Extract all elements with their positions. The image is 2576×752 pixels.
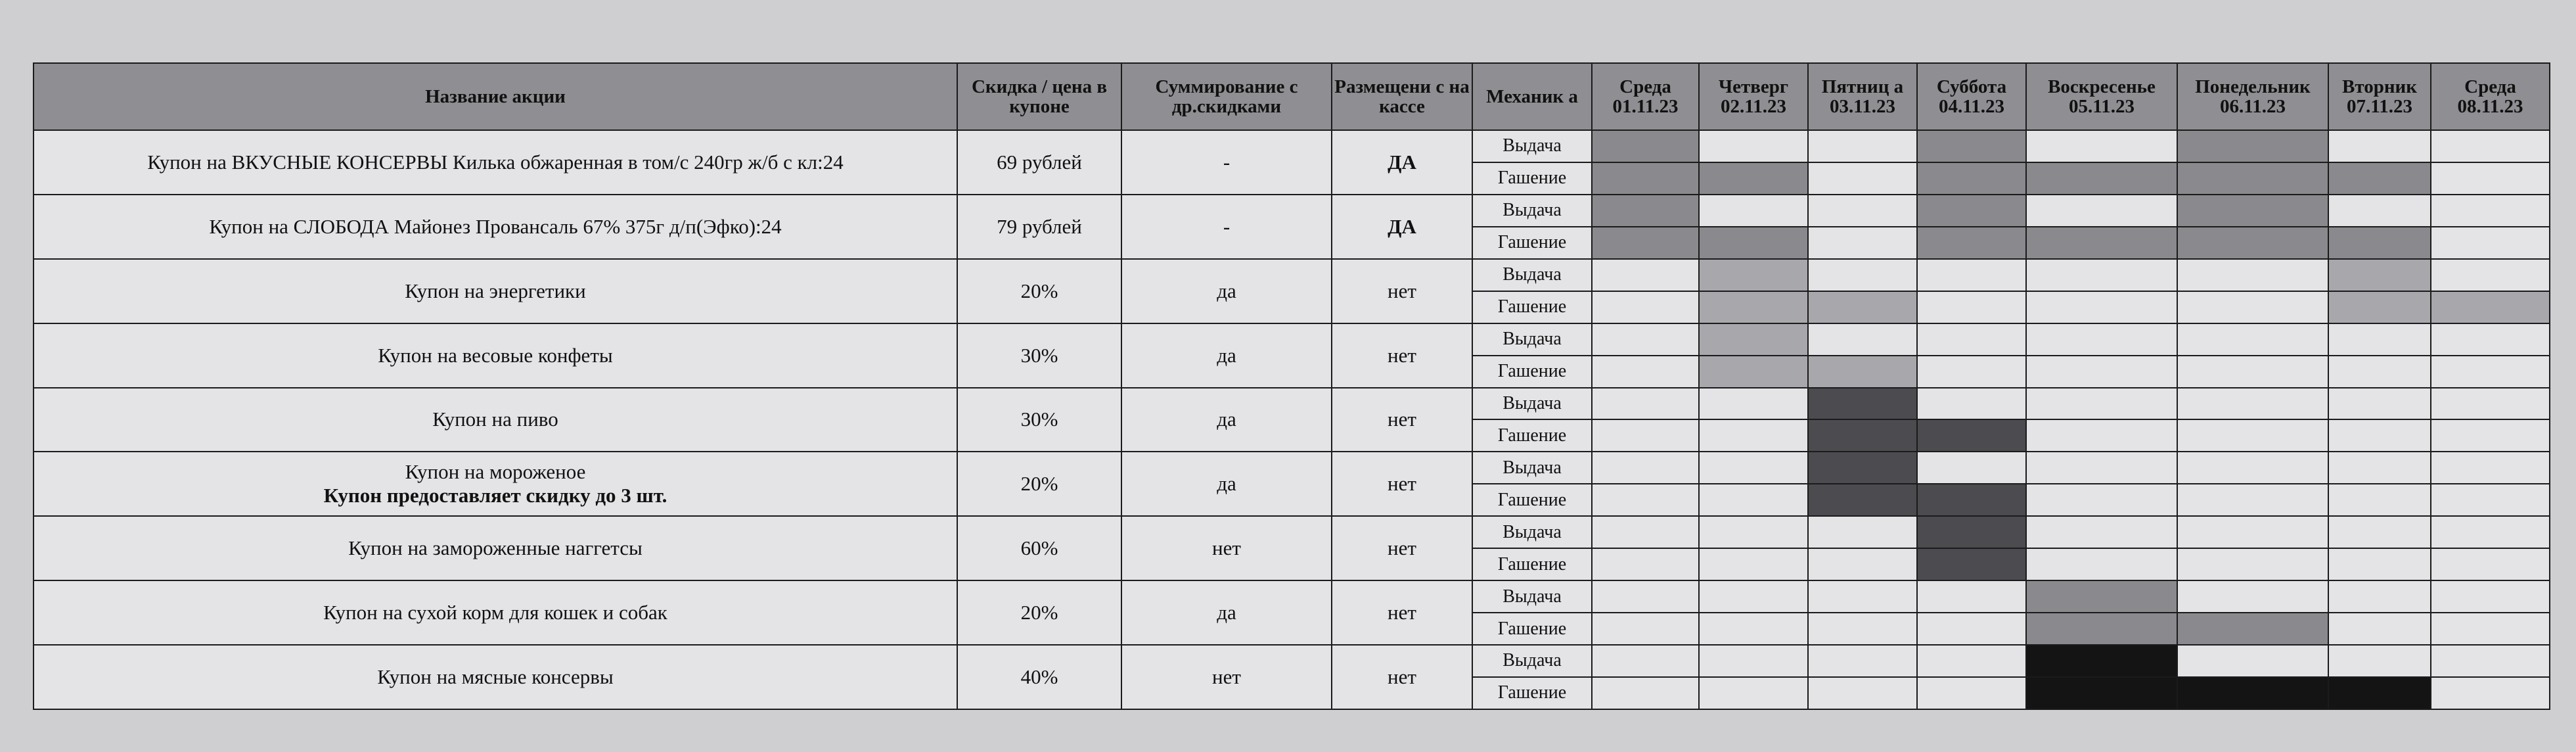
schedule-cell	[2431, 419, 2550, 452]
schedule-cell-active	[1917, 419, 2026, 452]
schedule-cell	[1592, 677, 1699, 709]
coupon-name: Купон на энергетики	[405, 279, 586, 302]
coupon-summation: да	[1121, 452, 1332, 516]
schedule-cell-active	[2328, 259, 2431, 291]
coupon-name-cell	[34, 388, 957, 452]
schedule-cell-active	[1699, 162, 1808, 195]
header-day-date: 03.11.23	[1830, 96, 1895, 117]
header-day-name: Четверг	[1718, 76, 1789, 97]
schedule-cell-active	[1592, 162, 1699, 195]
schedule-cell-active	[1808, 388, 1917, 420]
mechanic-issue: Выдача	[1472, 516, 1592, 548]
schedule-cell	[2431, 677, 2550, 709]
schedule-cell-active	[2026, 645, 2177, 677]
coupon-name-cell	[34, 130, 957, 195]
schedule-cell	[2026, 419, 2177, 452]
header-day	[2177, 63, 2328, 130]
table-body	[34, 130, 2550, 709]
schedule-cell	[2431, 548, 2550, 580]
schedule-cell-active	[1917, 484, 2026, 516]
schedule-cell-active	[2177, 677, 2328, 709]
coupon-name-cell	[34, 580, 957, 645]
schedule-cell-active	[1917, 195, 2026, 227]
schedule-cell	[1592, 613, 1699, 645]
header-day-date: 02.11.23	[1721, 96, 1786, 117]
schedule-cell-active	[2177, 613, 2328, 645]
schedule-cell-active	[2177, 162, 2328, 195]
schedule-cell	[1699, 645, 1808, 677]
header-day-date: 06.11.23	[2220, 96, 2286, 117]
schedule-cell	[1917, 613, 2026, 645]
schedule-cell-active	[1592, 130, 1699, 162]
schedule-cell	[2431, 484, 2550, 516]
header-day-date: 05.11.23	[2069, 96, 2135, 117]
header-day	[1808, 63, 1917, 130]
coupon-name: Купон на ВКУСНЫЕ КОНСЕРВЫ Килька обжаренная в том/с 240гр ж/б с кл:24	[147, 150, 844, 174]
schedule-cell	[1699, 613, 1808, 645]
header-day-name: Воскресенье	[2048, 76, 2156, 97]
schedule-cell	[2431, 356, 2550, 388]
mechanic-redeem: Гашение	[1472, 548, 1592, 580]
schedule-cell	[1808, 323, 1917, 356]
schedule-cell	[1592, 419, 1699, 452]
header-day-name: Суббота	[1936, 76, 2007, 97]
mechanic-issue: Выдача	[1472, 388, 1592, 420]
schedule-cell-active	[1699, 323, 1808, 356]
schedule-cell	[1592, 388, 1699, 420]
coupon-summation: нет	[1121, 516, 1332, 580]
schedule-cell-active	[1808, 291, 1917, 323]
schedule-cell	[1917, 356, 2026, 388]
schedule-cell-active	[2328, 291, 2431, 323]
coupon-name-cell	[34, 452, 957, 516]
schedule-cell	[2177, 388, 2328, 420]
schedule-cell	[2026, 548, 2177, 580]
schedule-cell-active	[1917, 548, 2026, 580]
schedule-cell	[1699, 419, 1808, 452]
schedule-cell	[1592, 516, 1699, 548]
coupon-name: Купон на весовые конфеты	[378, 343, 613, 367]
coupon-placement: ДА	[1332, 130, 1472, 195]
schedule-cell	[2177, 323, 2328, 356]
coupon-placement: нет	[1332, 323, 1472, 388]
header-day-name: Среда	[1619, 76, 1671, 97]
schedule-cell-active	[2328, 227, 2431, 259]
coupon-discount: 20%	[957, 580, 1121, 645]
header-day-name: Вторник	[2342, 76, 2417, 97]
schedule-cell-active	[1699, 356, 1808, 388]
schedule-cell-active	[1917, 516, 2026, 548]
schedule-cell-active	[1917, 130, 2026, 162]
coupon-name-cell	[34, 259, 957, 323]
schedule-cell	[1699, 516, 1808, 548]
schedule-cell	[1699, 677, 1808, 709]
schedule-cell	[2431, 227, 2550, 259]
schedule-cell-active	[1699, 227, 1808, 259]
schedule-cell-active	[2026, 613, 2177, 645]
table-row	[34, 130, 2550, 162]
coupon-discount: 30%	[957, 388, 1121, 452]
schedule-cell	[2328, 645, 2431, 677]
coupon-summation: да	[1121, 388, 1332, 452]
schedule-cell	[1917, 323, 2026, 356]
schedule-cell	[1699, 452, 1808, 484]
schedule-cell	[1592, 484, 1699, 516]
header-day	[1699, 63, 1808, 130]
coupon-name-cell	[34, 195, 957, 259]
coupon-schedule-table	[33, 62, 2550, 710]
schedule-cell-active	[1592, 227, 1699, 259]
schedule-cell	[1592, 548, 1699, 580]
schedule-cell	[1592, 645, 1699, 677]
schedule-cell	[2026, 195, 2177, 227]
schedule-cell	[2177, 484, 2328, 516]
coupon-summation: нет	[1121, 645, 1332, 709]
schedule-cell	[2431, 195, 2550, 227]
header-day	[1917, 63, 2026, 130]
coupon-name: Купон на пиво	[432, 408, 558, 431]
schedule-cell	[2177, 516, 2328, 548]
mechanic-redeem: Гашение	[1472, 356, 1592, 388]
mechanic-issue: Выдача	[1472, 323, 1592, 356]
coupon-discount: 69 рублей	[957, 130, 1121, 195]
schedule-cell	[2026, 388, 2177, 420]
header-day	[2431, 63, 2550, 130]
schedule-cell	[2177, 452, 2328, 484]
schedule-cell	[1808, 677, 1917, 709]
header-mechanics: Механик а	[1472, 63, 1592, 130]
schedule-cell-active	[1917, 227, 2026, 259]
mechanic-issue: Выдача	[1472, 195, 1592, 227]
header-day-date: 08.11.23	[2457, 96, 2523, 117]
schedule-cell	[1699, 580, 1808, 613]
schedule-cell-active	[2026, 227, 2177, 259]
header-day	[2328, 63, 2431, 130]
schedule-cell	[2431, 580, 2550, 613]
coupon-placement: нет	[1332, 259, 1472, 323]
header-day-name: Понедельник	[2195, 76, 2311, 97]
schedule-cell	[1699, 548, 1808, 580]
schedule-cell-active	[2026, 162, 2177, 195]
schedule-cell	[1808, 548, 1917, 580]
schedule-cell	[2177, 580, 2328, 613]
schedule-cell	[2328, 195, 2431, 227]
schedule-cell-active	[2026, 677, 2177, 709]
schedule-cell	[2328, 613, 2431, 645]
header-day-date: 07.11.23	[2347, 96, 2412, 117]
mechanic-redeem: Гашение	[1472, 162, 1592, 195]
promo-schedule-sheet	[33, 62, 2549, 710]
coupon-discount: 79 рублей	[957, 195, 1121, 259]
mechanic-redeem: Гашение	[1472, 613, 1592, 645]
schedule-cell	[2026, 323, 2177, 356]
header-day-date: 04.11.23	[1939, 96, 2004, 117]
schedule-cell-active	[2177, 195, 2328, 227]
schedule-cell	[1592, 291, 1699, 323]
schedule-cell	[1917, 645, 2026, 677]
schedule-cell	[2026, 516, 2177, 548]
schedule-cell	[1699, 195, 1808, 227]
schedule-cell	[2177, 419, 2328, 452]
schedule-cell	[1917, 452, 2026, 484]
schedule-cell	[2177, 259, 2328, 291]
coupon-discount: 40%	[957, 645, 1121, 709]
schedule-cell	[1592, 259, 1699, 291]
schedule-cell	[1808, 516, 1917, 548]
schedule-cell-active	[2177, 130, 2328, 162]
schedule-cell	[2328, 356, 2431, 388]
coupon-name: Купон на сухой корм для кошек и собак	[323, 601, 667, 624]
schedule-cell-active	[1808, 356, 1917, 388]
schedule-cell	[2026, 259, 2177, 291]
coupon-summation: да	[1121, 259, 1332, 323]
schedule-cell	[2328, 388, 2431, 420]
schedule-cell	[2026, 130, 2177, 162]
schedule-cell-active	[1917, 162, 2026, 195]
schedule-cell	[1808, 645, 1917, 677]
mechanic-issue: Выдача	[1472, 452, 1592, 484]
mechanic-issue: Выдача	[1472, 130, 1592, 162]
coupon-summation: да	[1121, 580, 1332, 645]
schedule-cell	[1808, 259, 1917, 291]
schedule-cell	[2328, 323, 2431, 356]
schedule-cell	[1808, 162, 1917, 195]
schedule-cell	[2026, 356, 2177, 388]
schedule-cell	[2431, 130, 2550, 162]
header-name: Название акции	[34, 63, 957, 130]
mechanic-redeem: Гашение	[1472, 484, 1592, 516]
schedule-cell	[2431, 645, 2550, 677]
schedule-cell	[1699, 388, 1808, 420]
coupon-discount: 20%	[957, 259, 1121, 323]
schedule-cell	[1808, 195, 1917, 227]
header-day	[1592, 63, 1699, 130]
schedule-cell-active	[1808, 419, 1917, 452]
schedule-cell	[2328, 452, 2431, 484]
schedule-cell	[2177, 548, 2328, 580]
schedule-cell	[2431, 452, 2550, 484]
coupon-summation: да	[1121, 323, 1332, 388]
table-row	[34, 516, 2550, 548]
schedule-cell-active	[2026, 580, 2177, 613]
schedule-cell	[2431, 613, 2550, 645]
header-row	[34, 63, 2550, 130]
table-row	[34, 195, 2550, 227]
schedule-cell	[2328, 419, 2431, 452]
schedule-cell-active	[1808, 484, 1917, 516]
coupon-discount: 20%	[957, 452, 1121, 516]
schedule-cell-active	[2328, 162, 2431, 195]
schedule-cell-active	[2177, 227, 2328, 259]
coupon-name: Купон на СЛОБОДА Майонез Провансаль 67% 375г д/п(Эфко):24	[209, 214, 782, 238]
schedule-cell-active	[1808, 452, 1917, 484]
coupon-name-cell	[34, 645, 957, 709]
schedule-cell	[1808, 130, 1917, 162]
header-day-name: Среда	[2464, 76, 2516, 97]
schedule-cell	[1808, 580, 1917, 613]
schedule-cell	[2026, 291, 2177, 323]
schedule-cell	[2328, 130, 2431, 162]
schedule-cell-active	[2328, 677, 2431, 709]
schedule-cell	[1592, 580, 1699, 613]
schedule-cell-active	[1699, 291, 1808, 323]
header-day-date: 01.11.23	[1612, 96, 1679, 117]
mechanic-redeem: Гашение	[1472, 419, 1592, 452]
schedule-cell	[2431, 162, 2550, 195]
table-row	[34, 580, 2550, 613]
schedule-cell	[1808, 613, 1917, 645]
schedule-cell	[2026, 452, 2177, 484]
mechanic-issue: Выдача	[1472, 645, 1592, 677]
header-day-name: Пятниц а	[1821, 76, 1904, 97]
table-row	[34, 645, 2550, 677]
mechanic-redeem: Гашение	[1472, 677, 1592, 709]
mechanic-redeem: Гашение	[1472, 291, 1592, 323]
schedule-cell	[1699, 484, 1808, 516]
schedule-cell	[2431, 388, 2550, 420]
table-row	[34, 388, 2550, 420]
schedule-cell	[1592, 452, 1699, 484]
schedule-cell	[2328, 580, 2431, 613]
coupon-summation: -	[1121, 130, 1332, 195]
header-day	[2026, 63, 2177, 130]
schedule-cell	[1592, 323, 1699, 356]
schedule-cell-active	[1592, 195, 1699, 227]
mechanic-issue: Выдача	[1472, 580, 1592, 613]
coupon-note: Купон предоставляет скидку до 3 шт.	[323, 484, 667, 507]
coupon-placement: нет	[1332, 516, 1472, 580]
schedule-cell	[1592, 356, 1699, 388]
schedule-cell	[1917, 291, 2026, 323]
coupon-placement: нет	[1332, 388, 1472, 452]
schedule-cell	[1917, 259, 2026, 291]
coupon-name-cell	[34, 323, 957, 388]
schedule-cell	[1917, 388, 2026, 420]
coupon-placement: нет	[1332, 645, 1472, 709]
coupon-discount: 30%	[957, 323, 1121, 388]
schedule-cell	[2328, 484, 2431, 516]
mechanic-redeem: Гашение	[1472, 227, 1592, 259]
schedule-cell	[2431, 323, 2550, 356]
table-row	[34, 452, 2550, 484]
coupon-name: Купон на мясные консервы	[377, 665, 614, 688]
header-placement: Размещени с на кассе	[1332, 63, 1472, 130]
coupon-discount: 60%	[957, 516, 1121, 580]
coupon-summation: -	[1121, 195, 1332, 259]
coupon-placement: нет	[1332, 580, 1472, 645]
schedule-cell	[1699, 130, 1808, 162]
coupon-name: Купон на замороженные наггетсы	[348, 536, 643, 560]
coupon-name-cell	[34, 516, 957, 580]
schedule-cell	[2177, 356, 2328, 388]
schedule-cell-active	[1699, 259, 1808, 291]
header-summation: Суммирование с др.скидками	[1121, 63, 1332, 130]
schedule-cell	[1808, 227, 1917, 259]
schedule-cell	[2431, 516, 2550, 548]
schedule-cell	[1917, 580, 2026, 613]
coupon-placement: нет	[1332, 452, 1472, 516]
mechanic-issue: Выдача	[1472, 259, 1592, 291]
coupon-placement: ДА	[1332, 195, 1472, 259]
header-discount: Скидка / цена в купоне	[957, 63, 1121, 130]
table-row	[34, 259, 2550, 291]
schedule-cell	[2431, 259, 2550, 291]
schedule-cell	[2328, 516, 2431, 548]
schedule-cell	[1917, 677, 2026, 709]
schedule-cell	[2328, 548, 2431, 580]
coupon-name: Купон на мороженое	[405, 460, 586, 484]
table-row	[34, 323, 2550, 356]
schedule-cell	[2177, 291, 2328, 323]
schedule-cell	[2026, 484, 2177, 516]
schedule-cell-active	[2431, 291, 2550, 323]
schedule-cell	[2177, 645, 2328, 677]
